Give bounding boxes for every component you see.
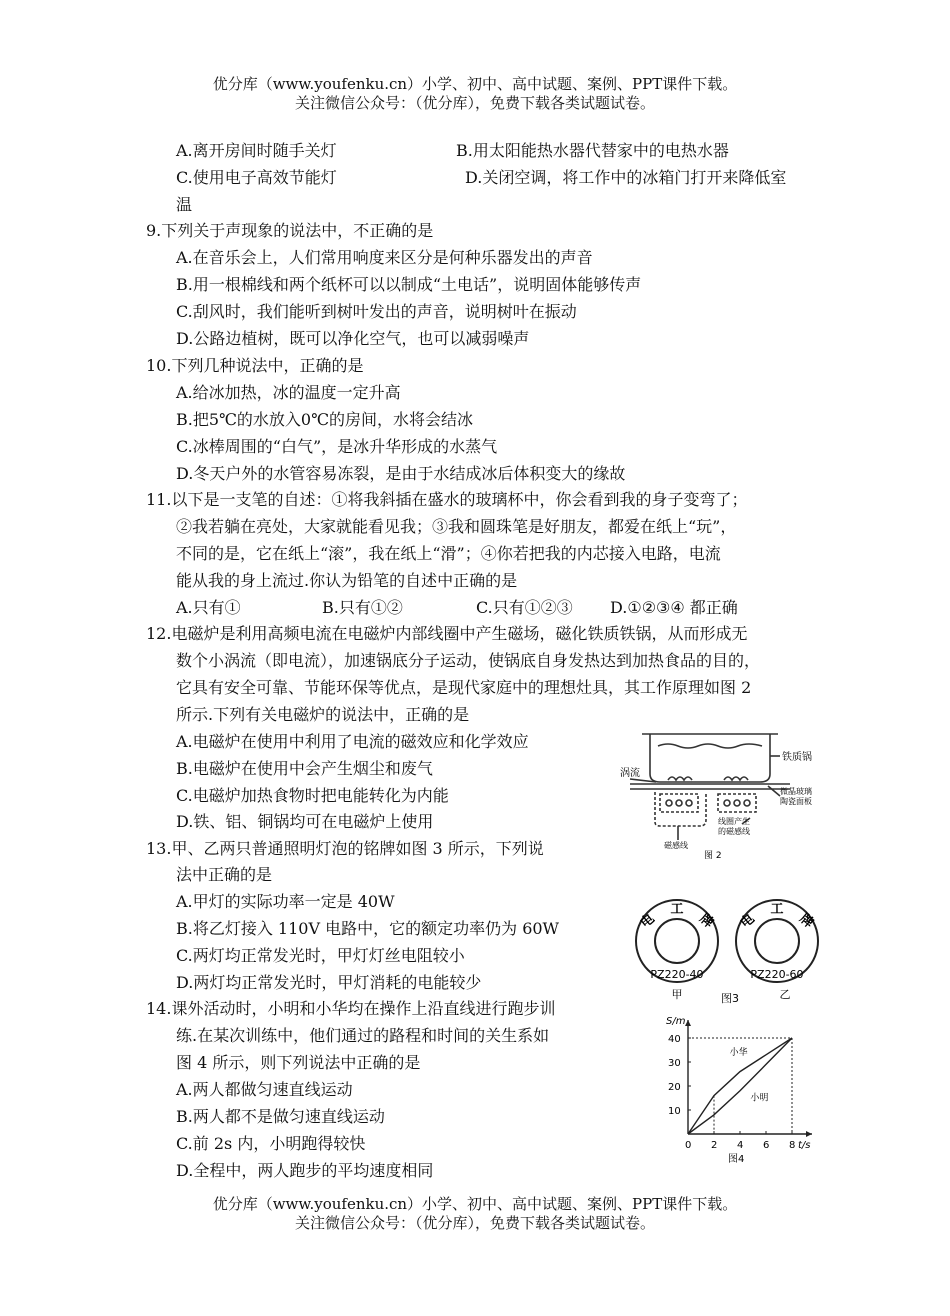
x-tick-label: 2: [711, 1140, 718, 1151]
q14-line-2: 练.在某次训练中，他们通过的路程和时间的关生系如: [176, 1026, 550, 1045]
q8-option-d-cont: 温: [176, 195, 193, 214]
q8-option-b: B.用太阳能热水器代替家中的电热水器: [456, 141, 729, 160]
header-line-1: 优分库（www.youfenku.cn）小学、初中、高中试题、案例、PPT课件下载。: [212, 75, 738, 93]
y-tick-label: 20: [668, 1082, 681, 1093]
fig2-caption: 图 2: [704, 851, 722, 861]
q11-option-b: B.只有①②: [322, 598, 403, 617]
q13-line-1: 13.甲、乙两只普通照明灯泡的铭牌如图 3 所示，下列说: [146, 839, 544, 858]
q14-line-3: 图 4 所示，则下列说法中正确的是: [176, 1053, 421, 1072]
q12-option-c: C.电磁炉加热食物时把电能转化为内能: [176, 786, 449, 805]
q9-option-a: A.在音乐会上，人们常用响度来区分是何种乐器发出的声音: [176, 248, 593, 267]
q10-stem: 10.下列几种说法中，正确的是: [146, 356, 364, 375]
q11-option-a: A.只有①: [176, 598, 241, 617]
q12-option-b: B.电磁炉在使用中会产生烟尘和废气: [176, 759, 433, 778]
q11-option-c: C.只有①②③: [476, 598, 573, 617]
fig3-caption: 图3: [721, 992, 739, 1005]
figure-2-induction-cooker: [620, 722, 830, 862]
q9-stem: 9.下列关于声现象的说法中，不正确的是: [146, 221, 434, 240]
x-tick-label: 6: [763, 1140, 770, 1151]
q14-option-d: D.全程中，两人跑步的平均速度相同: [176, 1161, 434, 1180]
q13-option-c: C.两灯均正常发光时，甲灯灯丝电阻较小: [176, 946, 465, 965]
pot-body: [650, 734, 770, 782]
nameplate-a-inner: [655, 919, 699, 963]
plate-b-brand-1: 电: [737, 911, 758, 932]
q11-line-3: 不同的是，它在纸上“滚”，我在纸上“滑”；④你若把我的内芯接入电路，电流: [176, 544, 721, 563]
x-tick-label: 0: [685, 1140, 692, 1151]
q12-option-d: D.铁、铝、铜锅均可在电磁炉上使用: [176, 812, 434, 831]
y-axis-label: S/m: [666, 1016, 686, 1027]
fig2-label-field-line: 磁感线: [664, 841, 688, 850]
plate-a-brand-2: 工: [670, 902, 684, 917]
plate-a-brand-3: 牌: [696, 911, 717, 932]
q8-option-d: D.关闭空调，将工作中的冰箱门打开来降低室: [465, 168, 787, 187]
q13-option-a: A.甲灯的实际功率一定是 40W: [176, 892, 395, 911]
fig2-label-coil-field-2: 的磁感线: [718, 827, 750, 836]
series-label-xiaohua: 小华: [729, 1047, 748, 1058]
x-tick-label: 4: [737, 1140, 744, 1151]
q10-option-c: C.冰棒周围的“白气”，是冰升华形成的水蒸气: [176, 437, 498, 456]
q14-option-c: C.前 2s 内，小明跑得较快: [176, 1134, 366, 1153]
fig2-label-eddy: 涡流: [620, 768, 640, 779]
y-tick-label: 10: [668, 1106, 681, 1117]
fig2-label-panel-1: 微晶玻璃: [780, 787, 812, 796]
plate-a-name: 甲: [671, 988, 683, 1001]
q12-line-3: 它具有安全可靠、节能环保等优点，是现代家庭中的理想灶具，其工作原理如图 2: [176, 678, 752, 697]
q13-line-2: 法中正确的是: [176, 865, 273, 884]
figure-4-distance-time-chart: [660, 1010, 820, 1170]
plate-b-brand-2: 工: [770, 902, 784, 917]
x-axis-label: t/s: [798, 1140, 811, 1151]
q10-option-d: D.冬天户外的水管容易冻裂，是由于水结成冰后体积变大的缘故: [176, 464, 626, 483]
fig2-label-pot: 铁质锅: [782, 752, 812, 763]
nameplate-b-inner: [755, 919, 799, 963]
water-surface: [658, 744, 762, 748]
y-tick-label: 40: [668, 1034, 681, 1045]
figure-3-bulb-nameplates: [630, 886, 830, 1016]
q14-line-1: 14.课外活动时，小明和小华均在操作上沿直线进行跑步训: [146, 999, 556, 1018]
fig2-label-panel-2: 陶瓷面板: [780, 797, 812, 806]
plate-a-rating: PZ220-40: [650, 968, 704, 981]
series-label-xiaoming: 小明: [750, 1093, 769, 1104]
plate-b-brand-3: 牌: [796, 911, 817, 932]
q12-line-1: 12.电磁炉是利用高频电流在电磁炉内部线圈中产生磁场，磁化铁质铁锅，从而形成无: [146, 624, 748, 643]
q14-option-b: B.两人都不是做匀速直线运动: [176, 1107, 385, 1126]
q9-option-c: C.刮风时，我们能听到树叶发出的声音，说明树叶在振动: [176, 302, 577, 321]
fig4-caption: 图4: [728, 1154, 745, 1165]
q8-option-c: C.使用电子高效节能灯: [176, 168, 337, 187]
q9-option-b: B.用一根棉线和两个纸杯可以以制成“土电话”，说明固体能够传声: [176, 275, 642, 294]
q14-option-a: A.两人都做匀速直线运动: [176, 1080, 353, 1099]
q11-line-4: 能从我的身上流过.你认为铅笔的自述中正确的是: [176, 571, 518, 590]
q11-line-1: 11.以下是一支笔的自述：①将我斜插在盛水的玻璃杯中，你会看到我的身子变弯了；: [146, 490, 748, 509]
header-line-2: 关注微信公众号：（优分库），免费下载各类试题试卷。: [294, 94, 655, 112]
footer-line-2: 关注微信公众号：（优分库），免费下载各类试题试卷。: [294, 1214, 655, 1232]
q13-option-d: D.两灯均正常发光时，甲灯消耗的电能较少: [176, 973, 482, 992]
plate-a-brand-1: 电: [637, 911, 658, 932]
q10-option-a: A.给冰加热，冰的温度一定升高: [176, 383, 401, 402]
q12-line-2: 数个小涡流（即电流），加速锅底分子运动，使锅底自身发热达到加热食品的目的，: [176, 651, 761, 670]
q13-option-b: B.将乙灯接入 110V 电路中，它的额定功率仍为 60W: [176, 919, 560, 938]
y-tick-label: 30: [668, 1058, 681, 1069]
q11-option-d: D.①②③④ 都正确: [610, 598, 738, 617]
q8-option-a: A.离开房间时随手关灯: [176, 141, 337, 160]
footer-line-1: 优分库（www.youfenku.cn）小学、初中、高中试题、案例、PPT课件下载。: [212, 1195, 738, 1213]
q12-line-4: 所示.下列有关电磁炉的说法中，正确的是: [176, 705, 470, 724]
q9-option-d: D.公路边植树，既可以净化空气，也可以减弱噪声: [176, 329, 530, 348]
x-tick-label: 8: [789, 1140, 796, 1151]
q12-option-a: A.电磁炉在使用中利用了电流的磁效应和化学效应: [176, 732, 529, 751]
q10-option-b: B.把5℃的水放入0℃的房间，水将会结冰: [176, 410, 474, 429]
plate-b-rating: PZ220-60: [750, 968, 804, 981]
plate-b-name: 乙: [779, 988, 791, 1001]
fig2-label-coil-field-1: 线圈产生: [718, 817, 750, 826]
q11-line-2: ②我若躺在亮处，大家就能看见我；③我和圆珠笔是好朋友，都爱在纸上“玩”，: [176, 517, 737, 536]
